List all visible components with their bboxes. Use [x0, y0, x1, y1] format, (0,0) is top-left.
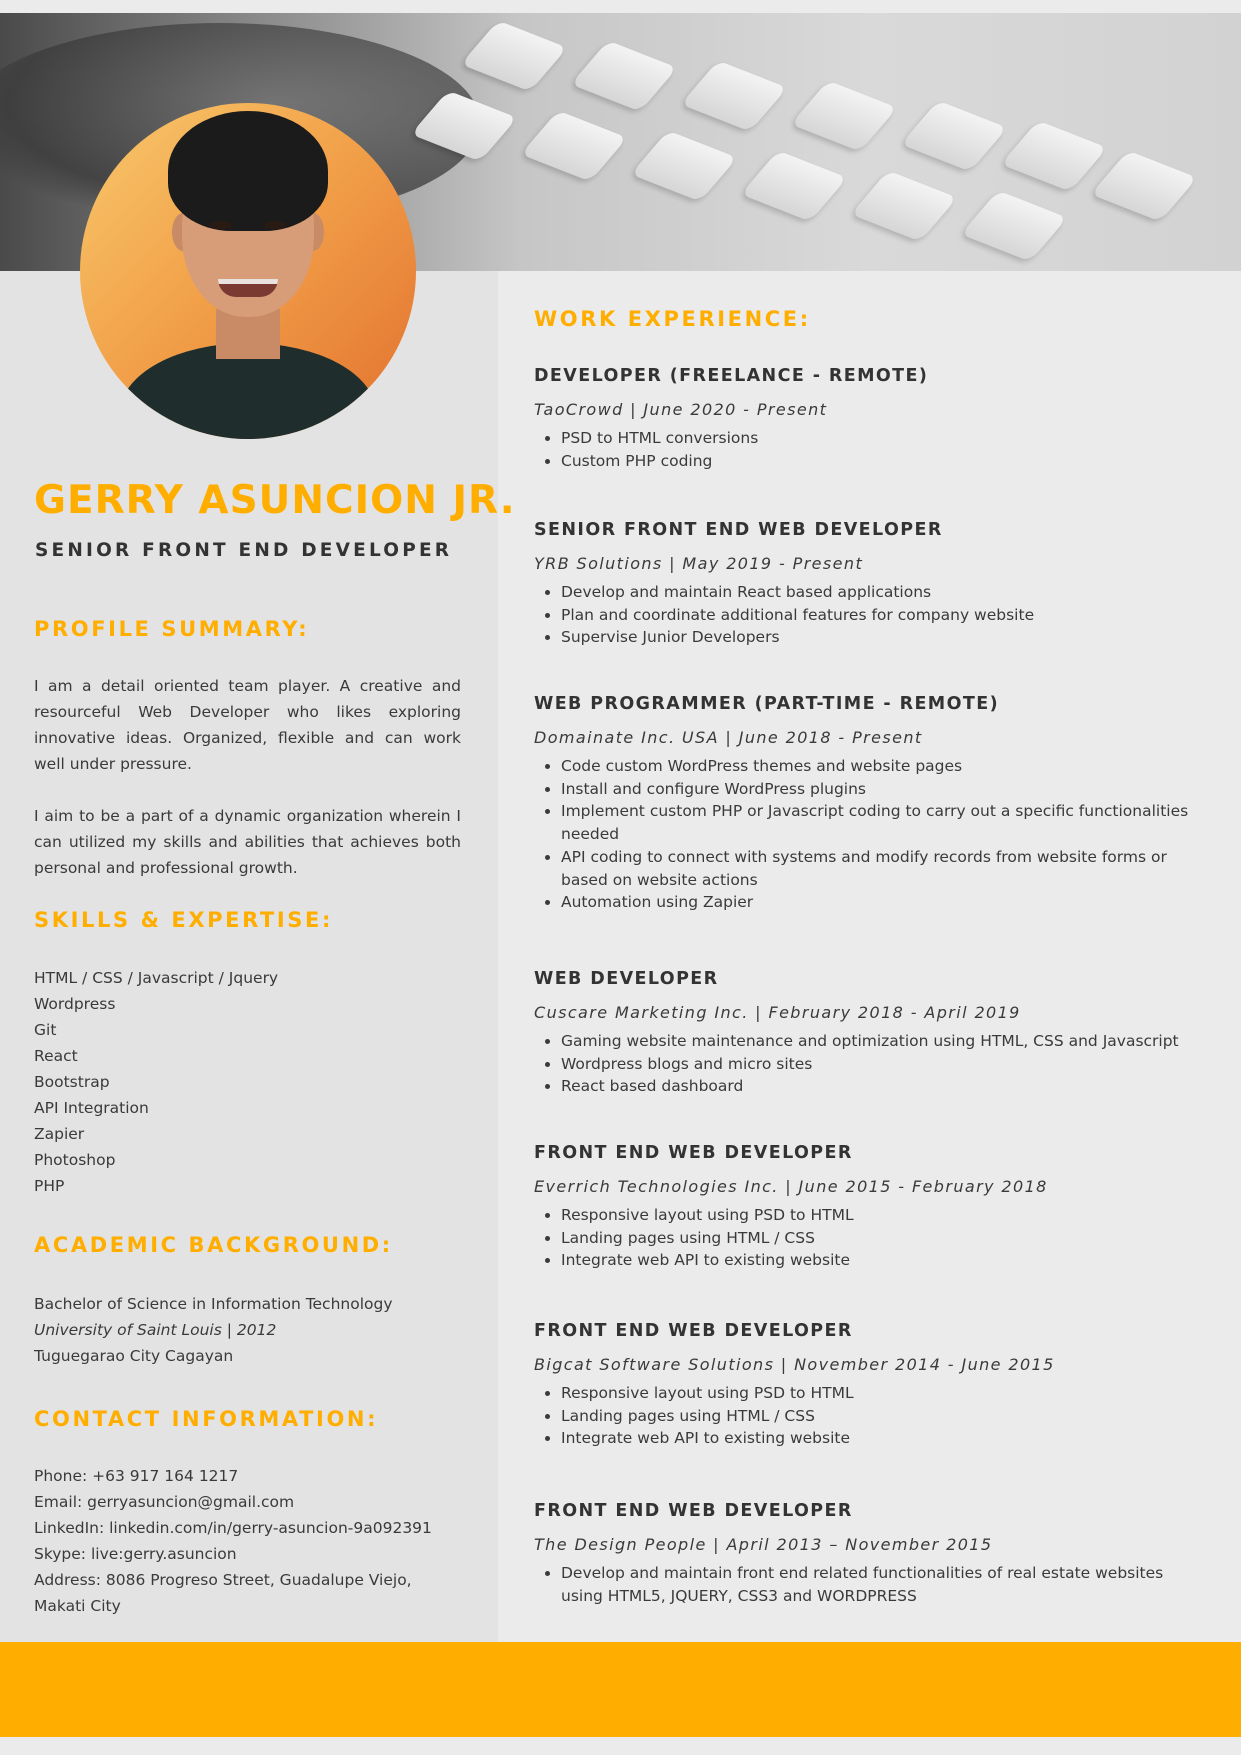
keyboard-key — [461, 21, 568, 92]
contact-email[interactable]: Email: gerryasuncion@gmail.com — [34, 1493, 295, 1511]
skill-item: Git — [34, 1021, 57, 1039]
job-entry — [534, 969, 1204, 1098]
job-company: YRB Solutions | May 2019 - Present — [534, 554, 864, 573]
candidate-title: SENIOR FRONT END DEVELOPER — [35, 540, 453, 561]
keyboard-key — [681, 61, 788, 132]
job-bullets — [534, 1204, 1204, 1272]
job-bullet: • Responsive layout using PSD to HTML — [561, 1204, 1204, 1227]
contact-list — [34, 1463, 432, 1619]
top-strip — [0, 0, 1241, 13]
photo-eye — [210, 221, 232, 229]
job-bullets — [534, 581, 1204, 649]
job-bullet: • Landing pages using HTML / CSS — [561, 1227, 1204, 1250]
contact-phone: Phone: +63 917 164 1217 — [34, 1467, 239, 1485]
skills-list — [34, 965, 278, 1199]
job-entry — [534, 1321, 1204, 1450]
job-bullet: • Supervise Junior Developers — [561, 626, 1204, 649]
keyboard-key — [901, 101, 1008, 172]
job-bullet: • Landing pages using HTML / CSS — [561, 1405, 1204, 1428]
job-bullet: • Integrate web API to existing website — [561, 1427, 1204, 1450]
left-column — [0, 271, 498, 1642]
keyboard-key — [1001, 121, 1108, 192]
job-entry — [534, 694, 1204, 914]
summary-paragraph: I am a detail oriented team player. A creative and resourceful Web Developer who likes exploring innovative ideas. Organized, flexible and can work well under pressure. — [34, 677, 461, 773]
job-title: SENIOR FRONT END WEB DEVELOPER — [534, 520, 943, 540]
keyboard-key — [741, 151, 848, 222]
skill-item: Bootstrap — [34, 1073, 110, 1091]
job-bullet: • Install and configure WordPress plugins — [561, 778, 1204, 801]
school: University of Saint Louis | 2012 — [34, 1321, 277, 1339]
job-bullets — [534, 1382, 1204, 1450]
job-title: FRONT END WEB DEVELOPER — [534, 1501, 853, 1521]
footer-bar — [0, 1642, 1241, 1737]
job-bullet: • Plan and coordinate additional features for company website — [561, 604, 1204, 627]
photo-hair — [168, 111, 328, 231]
job-bullet: • API coding to connect with systems and modify records from website forms or based on website actions — [561, 846, 1204, 891]
contact-skype: Skype: live:gerry.asuncion — [34, 1545, 237, 1563]
job-title: DEVELOPER (FREELANCE - REMOTE) — [534, 366, 929, 386]
skill-item: Wordpress — [34, 995, 116, 1013]
job-entry — [534, 520, 1204, 649]
skill-item: Zapier — [34, 1125, 85, 1143]
job-bullet: • Automation using Zapier — [561, 891, 1204, 914]
job-bullet: • PSD to HTML conversions — [561, 427, 1204, 450]
job-bullets — [534, 427, 1204, 472]
keyboard-key — [1091, 151, 1198, 222]
keyboard-key — [631, 131, 738, 202]
job-bullets — [534, 1030, 1204, 1098]
education-block — [34, 1291, 393, 1369]
work-experience-heading: WORK EXPERIENCE: — [534, 307, 811, 331]
keyboard-key — [851, 171, 958, 242]
candidate-name: GERRY ASUNCION JR. — [34, 478, 516, 523]
job-entry — [534, 1501, 1204, 1607]
skill-item: PHP — [34, 1177, 65, 1195]
job-title: FRONT END WEB DEVELOPER — [534, 1321, 853, 1341]
profile-summary-heading: PROFILE SUMMARY: — [34, 617, 310, 641]
job-bullets — [534, 755, 1204, 914]
job-company: The Design People | April 2013 – November 2015 — [534, 1535, 993, 1554]
job-bullet: • Custom PHP coding — [561, 450, 1204, 473]
job-bullet: • React based dashboard — [561, 1075, 1204, 1098]
skill-item: React — [34, 1047, 78, 1065]
job-bullet: • Responsive layout using PSD to HTML — [561, 1382, 1204, 1405]
contact-address-city: Makati City — [34, 1597, 121, 1615]
bottom-strip — [0, 1737, 1241, 1755]
job-bullet: • Code custom WordPress themes and website pages — [561, 755, 1204, 778]
job-company: Domainate Inc. USA | June 2018 - Present — [534, 728, 923, 747]
skill-item: API Integration — [34, 1099, 149, 1117]
photo-eye — [264, 221, 286, 229]
job-bullet: • Gaming website maintenance and optimization using HTML, CSS and Javascript — [561, 1030, 1204, 1053]
photo-mouth — [218, 279, 278, 297]
job-company: Bigcat Software Solutions | November 2014 - June 2015 — [534, 1355, 1055, 1374]
degree: Bachelor of Science in Information Technology — [34, 1295, 393, 1313]
school-location: Tuguegarao City Cagayan — [34, 1347, 234, 1365]
job-bullet: • Develop and maintain React based applications — [561, 581, 1204, 604]
contact-linkedin[interactable]: LinkedIn: linkedin.com/in/gerry-asuncion-9a092391 — [34, 1519, 432, 1537]
job-bullet: • Integrate web API to existing website — [561, 1249, 1204, 1272]
job-company: Cuscare Marketing Inc. | February 2018 - April 2019 — [534, 1003, 1021, 1022]
skill-item: HTML / CSS / Javascript / Jquery — [34, 969, 279, 987]
profile-photo — [80, 103, 416, 439]
job-bullet: • Develop and maintain front end related functionalities of real estate websites using HTML5, JQUERY, CSS3 and WORDPRESS — [561, 1562, 1204, 1607]
job-company: Everrich Technologies Inc. | June 2015 - February 2018 — [534, 1177, 1048, 1196]
summary-paragraph: I aim to be a part of a dynamic organization wherein I can utilized my skills and abilities that achieves both personal and professional growth. — [34, 807, 461, 877]
job-company: TaoCrowd | June 2020 - Present — [534, 400, 828, 419]
job-title: WEB DEVELOPER — [534, 969, 719, 989]
job-entry — [534, 366, 1204, 472]
keyboard-key — [791, 81, 898, 152]
keyboard-key — [571, 41, 678, 112]
skills-heading: SKILLS & EXPERTISE: — [34, 908, 333, 932]
contact-heading: CONTACT INFORMATION: — [34, 1407, 379, 1431]
keyboard-key — [961, 191, 1068, 262]
academic-heading: ACADEMIC BACKGROUND: — [34, 1233, 393, 1257]
contact-address: Address: 8086 Progreso Street, Guadalupe Viejo, — [34, 1571, 412, 1589]
job-title: FRONT END WEB DEVELOPER — [534, 1143, 853, 1163]
job-title: WEB PROGRAMMER (PART-TIME - REMOTE) — [534, 694, 999, 714]
job-bullets — [534, 1562, 1204, 1607]
job-bullet: • Implement custom PHP or Javascript coding to carry out a specific functionalities needed — [561, 800, 1204, 845]
keyboard-key — [521, 111, 628, 182]
job-bullet: • Wordpress blogs and micro sites — [561, 1053, 1204, 1076]
skill-item: Photoshop — [34, 1151, 116, 1169]
job-entry — [534, 1143, 1204, 1272]
